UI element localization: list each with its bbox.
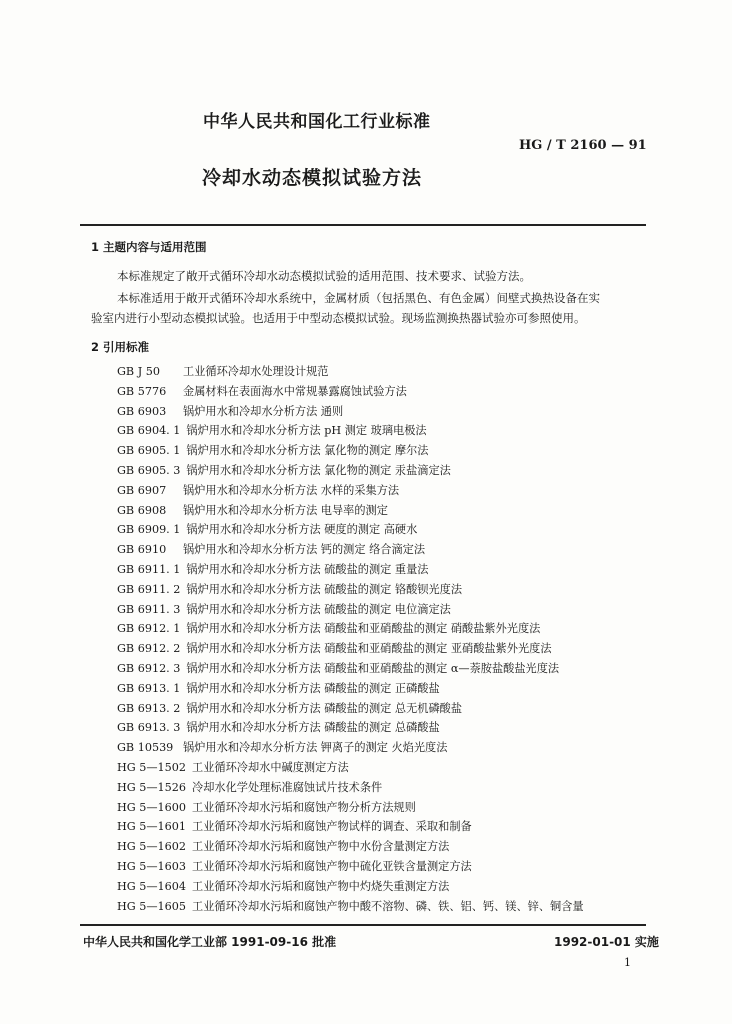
reference-title: 锅炉用水和冷却水分析方法 硝酸盐和亚硝酸盐的测定 硝酸盐紫外光度法 xyxy=(186,622,541,635)
reference-code: HG 5—1605 xyxy=(117,900,187,913)
section-1-paragraph-1: 本标准规定了敞开式循环冷却水动态模拟试验的适用范围、技术要求、试验方法。 xyxy=(117,269,531,283)
reference-title: 工业循环冷却水污垢和腐蚀产物中硫化亚铁含量测定方法 xyxy=(192,860,472,873)
reference-item xyxy=(117,521,417,537)
reference-title: 锅炉用水和冷却水分析方法 通则 xyxy=(183,405,344,418)
reference-code: GB 6904. 1 xyxy=(117,424,181,437)
reference-item xyxy=(117,878,449,894)
reference-code: GB 6909. 1 xyxy=(117,523,181,536)
reference-item xyxy=(117,779,382,795)
reference-item xyxy=(117,502,388,518)
reference-code: GB 6907 xyxy=(117,484,167,497)
reference-code: GB 6912. 3 xyxy=(117,662,181,675)
section-2-heading: 2 引用标准 xyxy=(91,340,150,354)
reference-title: 锅炉用水和冷却水分析方法 钙的测定 络合滴定法 xyxy=(183,543,426,556)
reference-code: GB 6913. 1 xyxy=(117,682,181,695)
reference-title: 锅炉用水和冷却水分析方法 磷酸盐的测定 总无机磷酸盐 xyxy=(186,702,463,715)
reference-code: GB J 50 xyxy=(117,365,160,378)
reference-title: 锅炉用水和冷却水分析方法 pH 测定 玻璃电极法 xyxy=(186,424,427,437)
reference-title: 锅炉用水和冷却水分析方法 电导率的测定 xyxy=(183,504,388,517)
reference-code: GB 6912. 2 xyxy=(117,642,181,655)
reference-item xyxy=(117,680,440,696)
reference-title: 锅炉用水和冷却水分析方法 硫酸盐的测定 电位滴定法 xyxy=(186,603,451,616)
reference-title: 冷却水化学处理标准腐蚀试片技术条件 xyxy=(192,781,383,794)
reference-title: 锅炉用水和冷却水分析方法 氯化物的测定 汞盐滴定法 xyxy=(186,464,451,477)
reference-title: 工业循环冷却水污垢和腐蚀产物分析方法规则 xyxy=(192,801,416,814)
reference-item xyxy=(117,601,451,617)
reference-title: 工业循环冷却水处理设计规范 xyxy=(183,365,329,378)
reference-code: GB 6911. 1 xyxy=(117,563,181,576)
reference-code: GB 6913. 3 xyxy=(117,721,181,734)
reference-code: GB 6912. 1 xyxy=(117,622,181,635)
reference-title: 锅炉用水和冷却水分析方法 硝酸盐和亚硝酸盐的测定 亚硝酸盐紫外光度法 xyxy=(186,642,552,655)
reference-item xyxy=(117,799,416,815)
reference-item xyxy=(117,561,428,577)
standard-title: 冷却水动态模拟试验方法 xyxy=(202,167,423,189)
reference-title: 锅炉用水和冷却水分析方法 磷酸盐的测定 总磷酸盐 xyxy=(186,721,440,734)
reference-title: 工业循环冷却水污垢和腐蚀产物试样的调查、采取和制备 xyxy=(192,820,472,833)
reference-item xyxy=(117,739,447,755)
reference-title: 锅炉用水和冷却水分析方法 钾离子的测定 火焰光度法 xyxy=(183,741,448,754)
reference-code: HG 5—1604 xyxy=(117,880,187,893)
reference-title: 锅炉用水和冷却水分析方法 磷酸盐的测定 正磷酸盐 xyxy=(186,682,440,695)
reference-item xyxy=(117,660,559,676)
reference-title: 工业循环冷却水中碱度测定方法 xyxy=(192,761,349,774)
reference-title: 锅炉用水和冷却水分析方法 硝酸盐和亚硝酸盐的测定 α—萘胺盐酸盐光度法 xyxy=(186,662,560,675)
reference-code: HG 5—1600 xyxy=(117,801,187,814)
reference-item xyxy=(117,759,349,775)
reference-item xyxy=(117,700,462,716)
reference-item xyxy=(117,898,584,914)
reference-item xyxy=(117,403,343,419)
section-1-paragraph-2-line-1: 本标准适用于敞开式循环冷却水系统中，金属材质（包括黑色、有色金属）间壁式换热设备在实 xyxy=(117,291,600,305)
reference-item xyxy=(117,422,427,438)
reference-code: HG 5—1526 xyxy=(117,781,187,794)
reference-code: GB 6911. 2 xyxy=(117,583,181,596)
reference-item xyxy=(117,838,449,854)
reference-code: GB 6911. 3 xyxy=(117,603,181,616)
reference-item xyxy=(117,541,425,557)
page-number: 1 xyxy=(624,956,631,969)
reference-item xyxy=(117,640,552,656)
standard-code: HG / T 2160 — 91 xyxy=(519,138,647,153)
reference-code: HG 5—1502 xyxy=(117,761,187,774)
reference-code: GB 6903 xyxy=(117,405,167,418)
reference-item xyxy=(117,482,399,498)
reference-item xyxy=(117,581,462,597)
reference-code: GB 5776 xyxy=(117,385,167,398)
reference-code: GB 6913. 2 xyxy=(117,702,181,715)
reference-item xyxy=(117,383,407,399)
reference-item xyxy=(117,363,328,379)
reference-title: 锅炉用水和冷却水分析方法 氯化物的测定 摩尔法 xyxy=(186,444,429,457)
approval-date: 中华人民共和国化学工业部 1991-09-16 批准 xyxy=(83,935,337,949)
reference-item xyxy=(117,719,440,735)
reference-item xyxy=(117,818,472,834)
reference-title: 锅炉用水和冷却水分析方法 硫酸盐的测定 铬酸钡光度法 xyxy=(186,583,463,596)
reference-code: GB 6908 xyxy=(117,504,167,517)
reference-item xyxy=(117,858,472,874)
reference-title: 工业循环冷却水污垢和腐蚀产物中酸不溶物、磷、铁、铝、钙、镁、锌、铜含量 xyxy=(192,900,584,913)
section-1-heading: 1 主题内容与适用范围 xyxy=(91,240,207,254)
reference-code: HG 5—1603 xyxy=(117,860,187,873)
reference-code: GB 6910 xyxy=(117,543,167,556)
reference-title: 工业循环冷却水污垢和腐蚀产物中水份含量测定方法 xyxy=(192,840,450,853)
reference-item xyxy=(117,620,540,636)
reference-code: HG 5—1601 xyxy=(117,820,187,833)
reference-title: 锅炉用水和冷却水分析方法 硫酸盐的测定 重量法 xyxy=(186,563,429,576)
reference-title: 工业循环冷却水污垢和腐蚀产物中灼烧失重测定方法 xyxy=(192,880,450,893)
implementation-date: 1992-01-01 实施 xyxy=(554,935,659,949)
reference-code: GB 6905. 1 xyxy=(117,444,181,457)
section-1-paragraph-2-line-2: 验室内进行小型动态模拟试验。也适用于中型动态模拟试验。现场监测换热器试验亦可参照使用。 xyxy=(91,311,586,325)
reference-code: GB 10539 xyxy=(117,741,174,754)
footer-divider xyxy=(80,924,646,926)
reference-item xyxy=(117,462,451,478)
reference-code: HG 5—1602 xyxy=(117,840,187,853)
reference-code: GB 6905. 3 xyxy=(117,464,181,477)
reference-title: 锅炉用水和冷却水分析方法 硬度的测定 高硬水 xyxy=(186,523,418,536)
header-divider xyxy=(80,224,646,226)
reference-title: 锅炉用水和冷却水分析方法 水样的采集方法 xyxy=(183,484,400,497)
org-title: 中华人民共和国化工行业标准 xyxy=(203,112,431,132)
reference-item xyxy=(117,442,428,458)
reference-title: 金属材料在表面海水中常规暴露腐蚀试验方法 xyxy=(183,385,407,398)
